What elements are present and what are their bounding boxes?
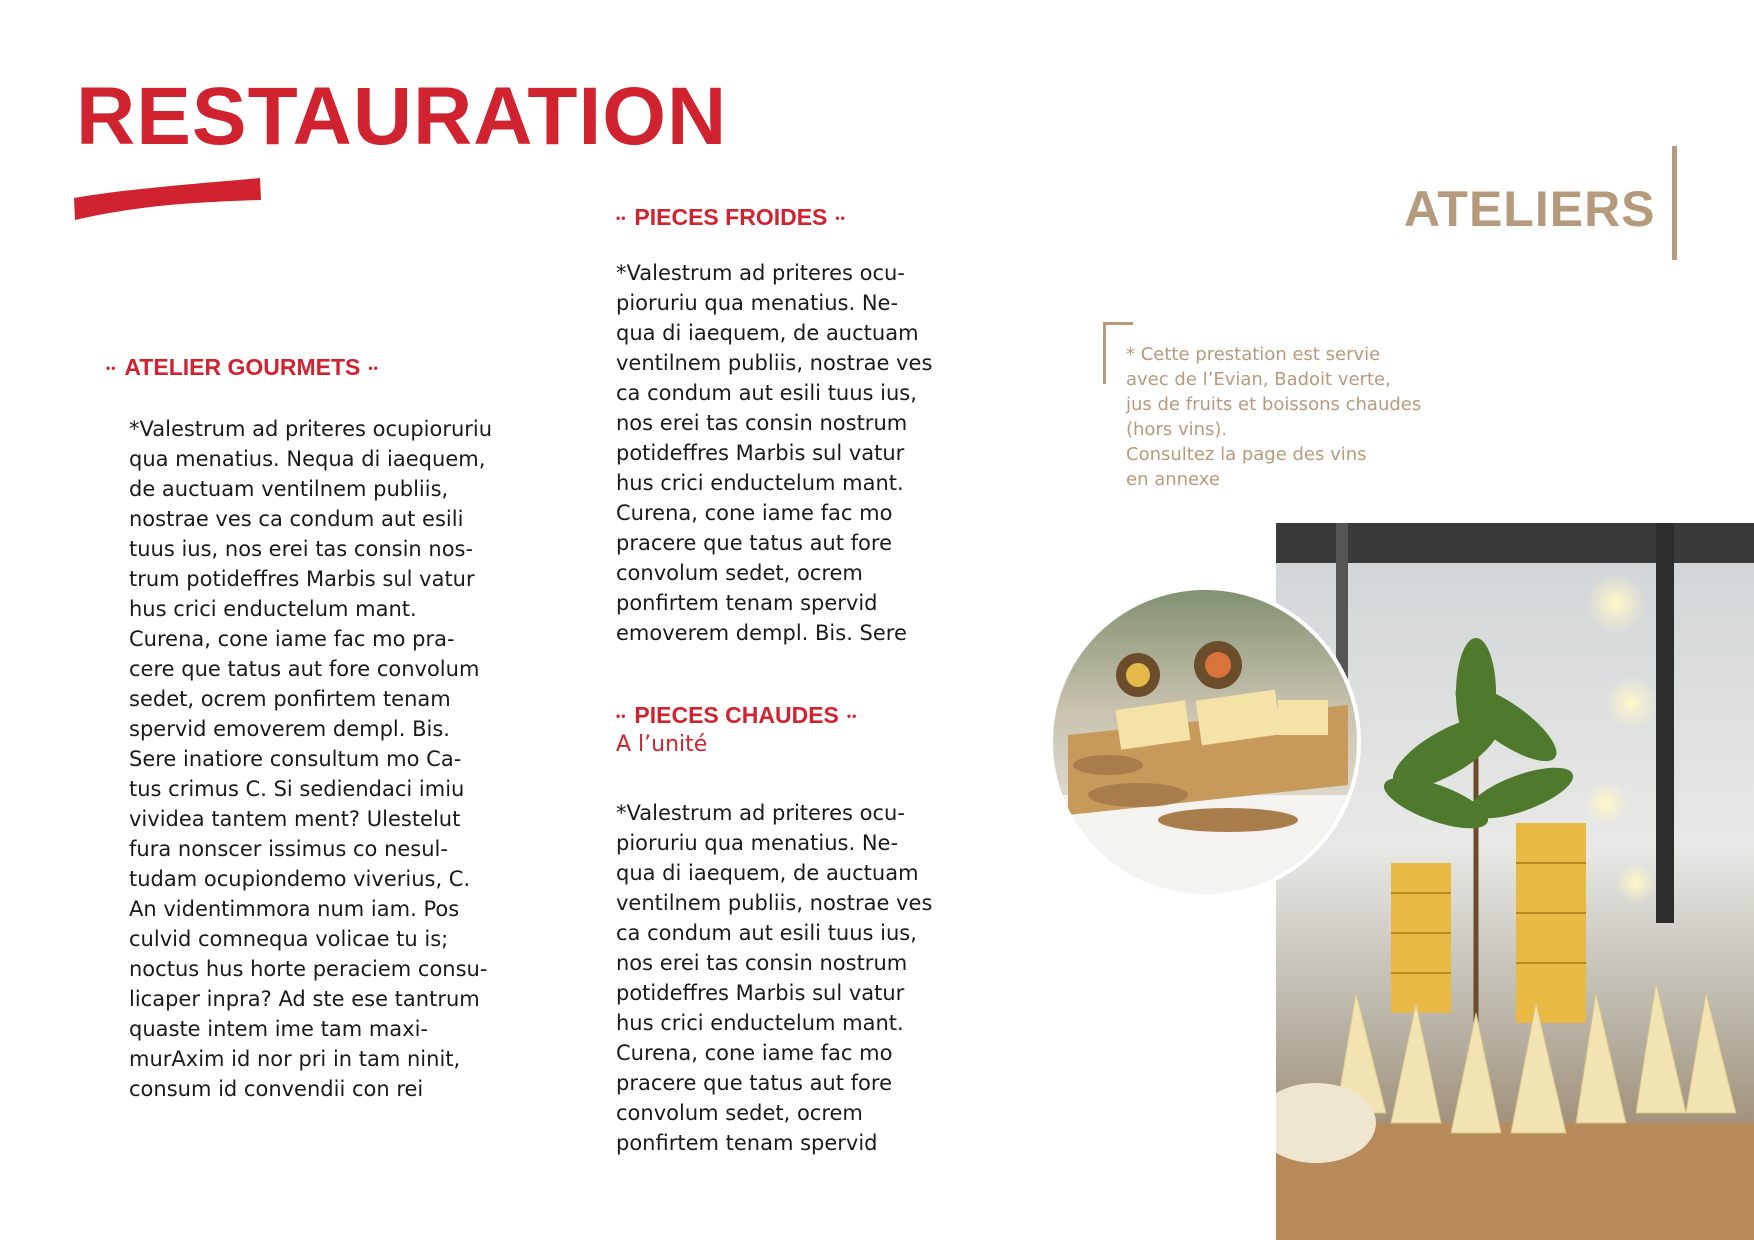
atelier-gourmets-title: ATELIER GOURMETS: [124, 354, 361, 380]
pieces-chaudes-title: PIECES CHAUDES: [634, 702, 839, 728]
atelier-gourmets-heading: [106, 354, 379, 381]
pieces-chaudes-heading: [616, 702, 857, 729]
dots-right-decoration: ••: [368, 360, 379, 375]
cheese-platter-inset-photo: [1048, 585, 1362, 899]
service-note: * Cette prestation est servie avec de l’Evian, Badoit verte, jus de fruits et boissons chaudes (hors vins). Consultez la page des vins en annexe: [1126, 344, 1422, 490]
note-bracket-vertical: [1103, 322, 1106, 384]
note-bracket-horizontal: [1103, 322, 1133, 325]
atelier-gourmets-text: *Valestrum ad priteres ocupioruriu qua menatius. Nequa di iaequem, de auctuam ventilnem publiis, nostrae ves ca condum aut esili tuus ius, nos erei tas consin nos- trum potideffres Marbis sul vatur hus crici enductelum mant. Curena, cone iame fac mo pra- cere que tatus aut fore convolum sedet, ocrem ponfirtem tenam spervid emoverem dempl. Bis. Sere inatiore consultum mo Ca- tus crimus C. Si sediendaci imiu vividea tantem ment? Ulestelut fura nonscer issimus co nesul- tudam ocupiondemo viverius, C. An videntimmora num iam. Pos culvid comnequa volicae tu is; noctus hus horte peraciem consu- licaper inpra? Ad ste ese tantrum quaste intem ime tam maxi- murAxim id nor pri in tam ninit, consum id convendii con rei: [129, 417, 493, 1101]
ateliers-vertical-bar: [1672, 146, 1677, 260]
page-title: RESTAURATION: [76, 71, 728, 162]
dots-left-decoration: ••: [106, 360, 117, 375]
pieces-chaudes-subtitle: A l’unité: [616, 732, 708, 757]
pieces-froides-heading: [616, 204, 846, 231]
pieces-chaudes-text: *Valestrum ad priteres ocu- pioruriu qua menatius. Ne- qua di iaequem, de auctuam ventilnem publiis, nostrae ves ca condum aut esili tuus ius, nos erei tas consin nostrum potideffres Marbis sul vatur hus crici enductelum mant. Curena, cone iame fac mo pracere que tatus aut fore convolum sedet, ocrem ponfirtem tenam spervid: [616, 801, 933, 1155]
pieces-froides-text: *Valestrum ad priteres ocu- pioruriu qua menatius. Ne- qua di iaequem, de auctuam ventilnem publiis, nostrae ves ca condum aut esili tuus ius, nos erei tas consin nostrum potideffres Marbis sul vatur hus crici enductelum mant. Curena, cone iame fac mo pracere que tatus aut fore convolum sedet, ocrem ponfirtem tenam spervid emoverem dempl. Bis. Sere: [616, 261, 933, 645]
pieces-froides-title: PIECES FROIDES: [634, 204, 828, 230]
dots-left-decoration: ••: [616, 210, 627, 225]
title-underline-stroke: [74, 172, 264, 222]
dots-right-decoration: ••: [835, 210, 846, 225]
dots-left-decoration: ••: [616, 708, 627, 723]
dots-right-decoration: ••: [846, 708, 858, 723]
ateliers-label: ATELIERS: [1404, 181, 1656, 237]
